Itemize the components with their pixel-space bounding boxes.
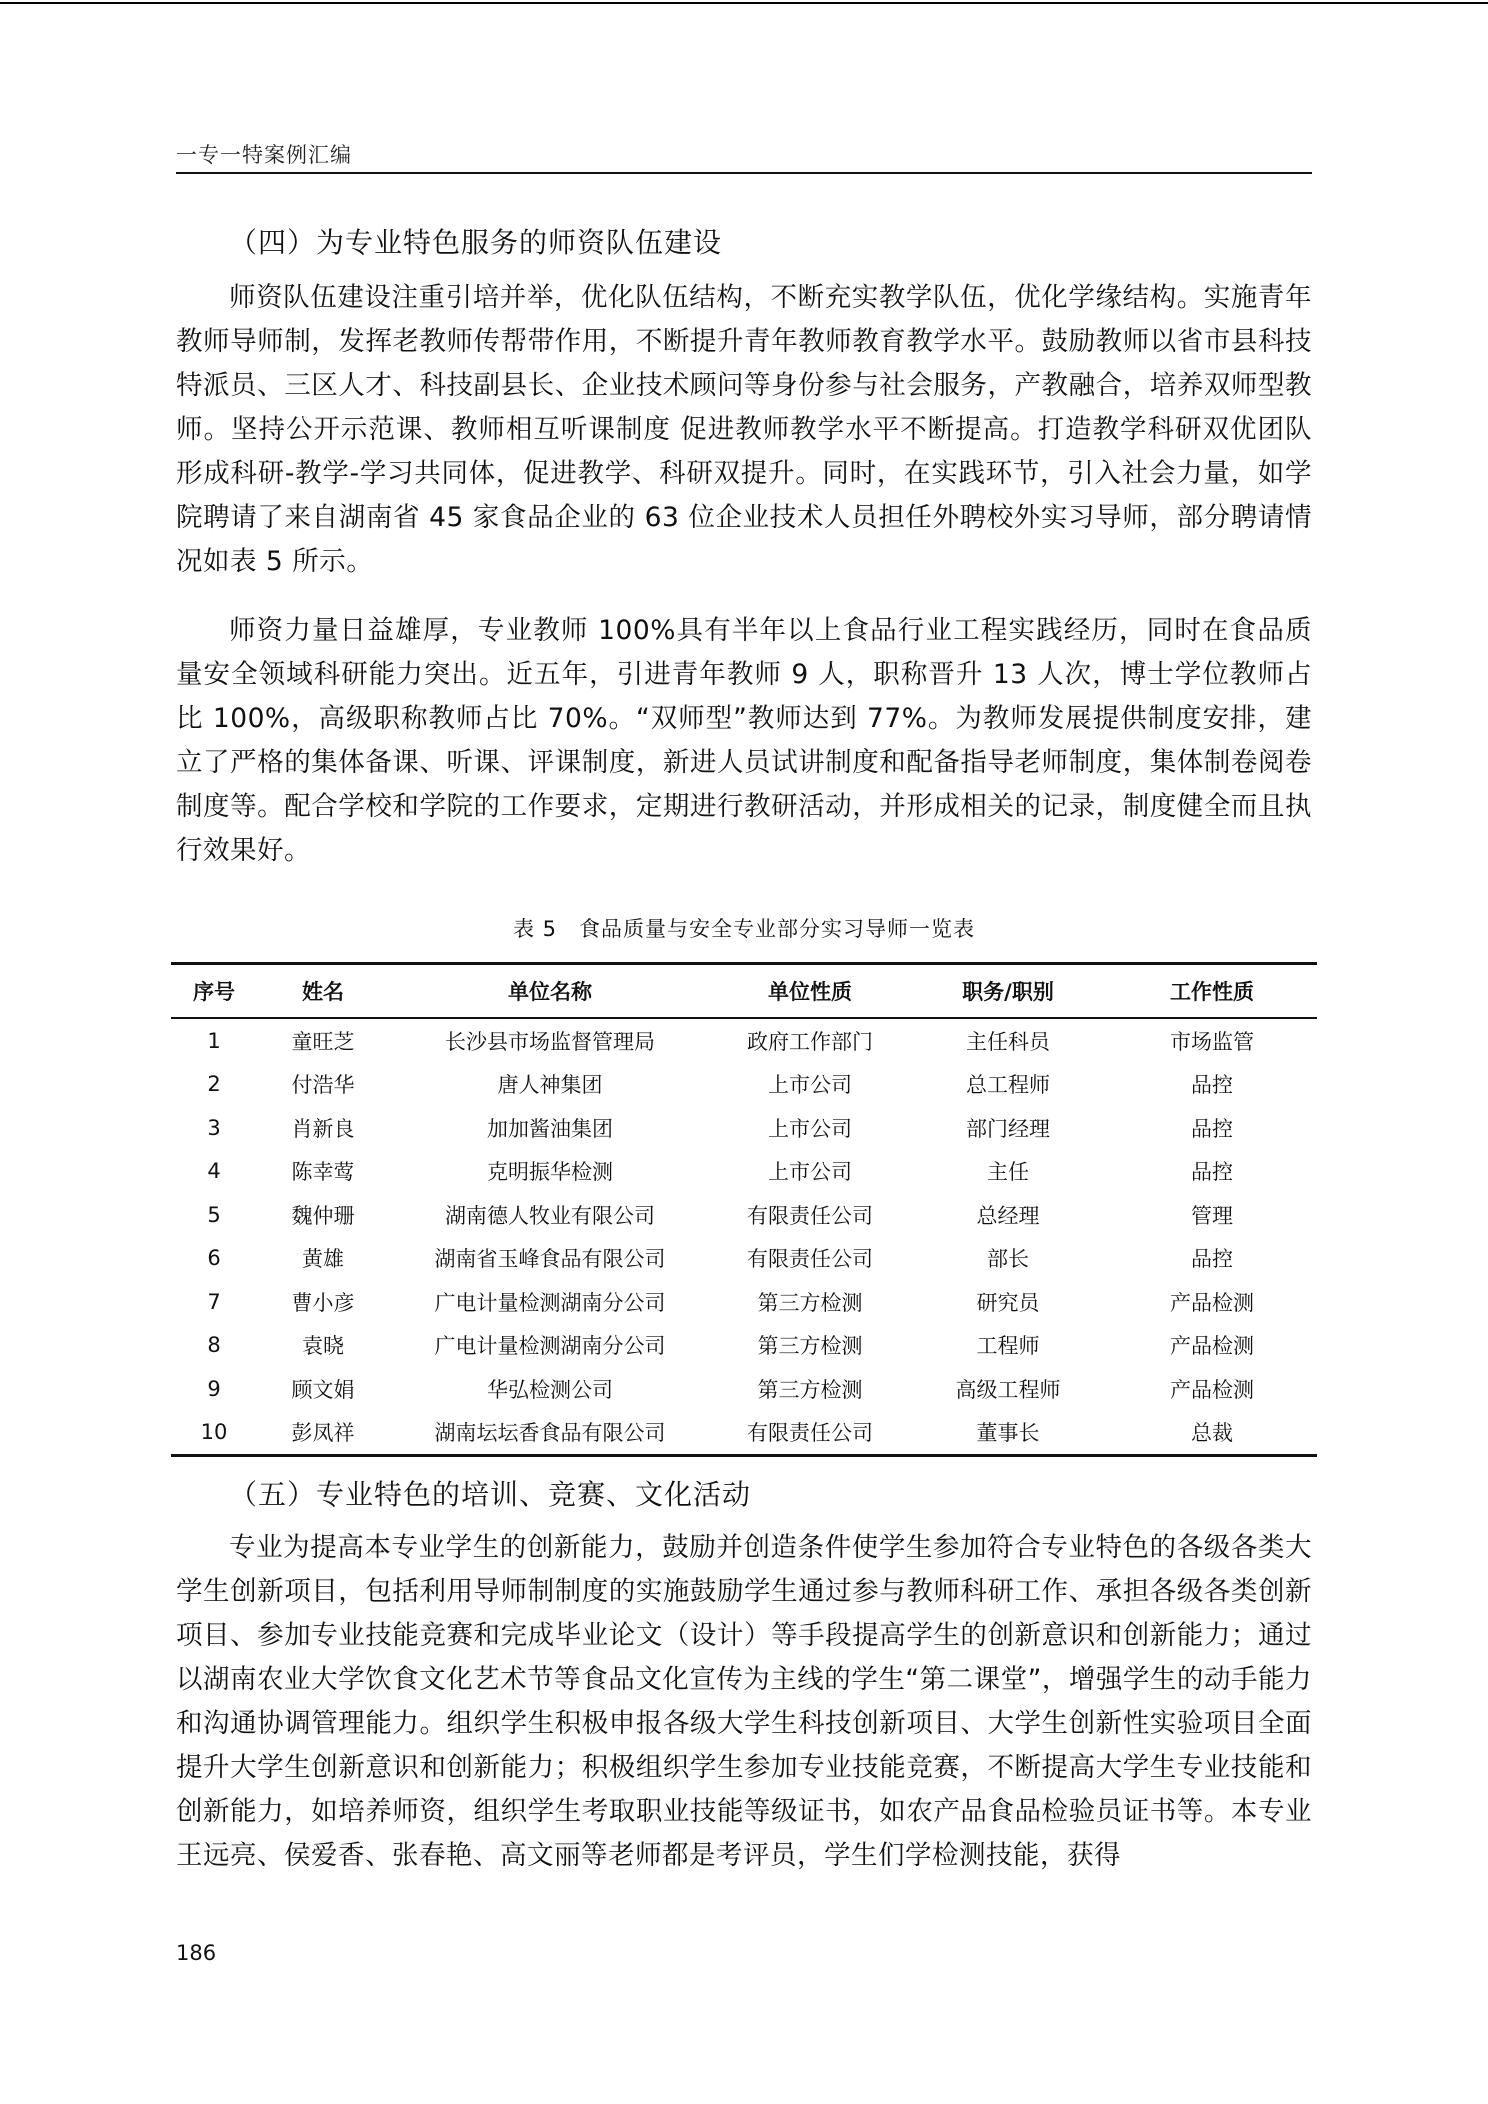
table-cell: 顾文娟 xyxy=(291,1377,355,1402)
table-cell: 7 xyxy=(207,1289,221,1314)
table-cell: 5 xyxy=(207,1202,221,1227)
table-row xyxy=(171,1367,1317,1411)
table-row xyxy=(171,1063,1317,1107)
page-top-border xyxy=(0,2,1488,4)
table-cell: 产品检测 xyxy=(1170,1377,1254,1402)
table-cell: 袁晓 xyxy=(302,1334,344,1359)
table-row xyxy=(171,1237,1317,1281)
table-cell: 曹小彦 xyxy=(291,1290,355,1315)
section-4-paragraph-1: 师资队伍建设注重引培并举，优化队伍结构，不断充实教学队伍，优化学缘结构。实施青年教师导师制，发挥老教师传帮带作用，不断提升青年教师教育教学水平。鼓励教师以省市县科技特派员、三区人才、科技副县长、企业技术顾问等身份参与社会服务，产教融合，培养双师型教师。坚持公开示范课、教师相互听课制度 促进教师教学水平不断提高。打造教学科研双优团队形成科研-教学-学习共同体，促进教学、科研双提升。同时，在实践环节，引入社会力量，如学院聘请了来自湖南省 45 家食品企业的 63 位企业技术人员担任外聘校外实习导师，部分聘请情况如表 5 所示。 xyxy=(176,282,1312,577)
mentor-table xyxy=(171,962,1317,1457)
table-row xyxy=(171,1018,1317,1063)
table-cell: 工程师 xyxy=(976,1334,1040,1359)
table-cell: 8 xyxy=(207,1333,221,1358)
table-row xyxy=(171,1411,1317,1456)
table-row xyxy=(171,1106,1317,1150)
table-row xyxy=(171,1280,1317,1324)
page-number: 186 xyxy=(176,1941,217,1965)
table-cell: 广电计量检测湖南分公司 xyxy=(434,1290,666,1315)
table-cell: 9 xyxy=(207,1376,221,1401)
table-row xyxy=(171,1193,1317,1237)
table-row xyxy=(171,1150,1317,1194)
table-cell: 部门经理 xyxy=(966,1116,1050,1141)
table-cell: 华弘检测公司 xyxy=(487,1377,613,1402)
table-cell: 湖南省玉峰食品有限公司 xyxy=(434,1247,666,1272)
table-cell: 第三方检测 xyxy=(757,1290,863,1315)
table-cell: 上市公司 xyxy=(768,1160,852,1185)
section-5-paragraph-1: 专业为提高本专业学生的创新能力，鼓励并创造条件使学生参加符合专业特色的各级各类大学生创新项目，包括利用导师制制度的实施鼓励学生通过参与教师科研工作、承担各级各类创新项目、参加专业技能竞赛和完成毕业论文（设计）等手段提高学生的创新意识和创新能力；通过以湖南农业大学饮食文化艺术节等食品文化宣传为主线的学生“第二课堂”，增强学生的动手能力和沟通协调管理能力。组织学生积极申报各级大学生科技创新项目、大学生创新性实验项目全面提升大学生创新意识和创新能力；积极组织学生参加专业技能竞赛，不断提高大学生专业技能和创新能力，如培养师资，组织学生考取职业技能等级证书，如农产品食品检验员证书等。本专业王远亮、侯爱香、张春艳、高文丽等老师都是考评员，学生们学检测技能，获得 xyxy=(176,1532,1312,1871)
table-cell: 有限责任公司 xyxy=(747,1203,873,1228)
table-cell: 4 xyxy=(207,1159,221,1184)
table-cell: 湖南坛坛香食品有限公司 xyxy=(434,1421,666,1446)
table-cell: 总经理 xyxy=(976,1203,1040,1228)
column-header: 序号 xyxy=(193,980,235,1004)
table-cell: 魏仲珊 xyxy=(291,1203,355,1228)
table-cell: 黄雄 xyxy=(302,1247,344,1272)
column-header: 职务/职别 xyxy=(962,980,1054,1004)
table-cell: 2 xyxy=(207,1072,221,1097)
table-cell: 研究员 xyxy=(976,1290,1040,1315)
column-header: 工作性质 xyxy=(1170,980,1254,1004)
section-4-paragraph-2: 师资力量日益雄厚，专业教师 100%具有半年以上食品行业工程实践经历，同时在食品质量安全领域科研能力突出。近五年，引进青年教师 9 人，职称晋升 13 人次，博士学位教师占比 100%，高级职称教师占比 70%。“双师型”教师达到 77%。为教师发展提供制度安排，建立了严格的集体备课、听课、评课制度，新进人员试讲制度和配备指导老师制度，集体制卷阅卷制度等。配合学校和学院的工作要求，定期进行教研活动，并形成相关的记录，制度健全而且执行效果好。 xyxy=(176,615,1312,866)
table-cell: 总裁 xyxy=(1191,1421,1233,1446)
table-cell: 彭凤祥 xyxy=(291,1421,355,1446)
table-cell: 童旺芝 xyxy=(291,1029,355,1054)
table-cell: 3 xyxy=(207,1115,221,1140)
table-cell: 高级工程师 xyxy=(955,1377,1061,1402)
table-cell: 长沙县市场监督管理局 xyxy=(445,1029,655,1054)
table-cell: 肖新良 xyxy=(291,1116,355,1141)
table-cell: 品控 xyxy=(1191,1247,1233,1272)
table-cell: 广电计量检测湖南分公司 xyxy=(434,1334,666,1359)
table-cell: 陈幸莺 xyxy=(291,1160,355,1185)
table-cell: 上市公司 xyxy=(768,1073,852,1098)
table-cell: 6 xyxy=(207,1246,221,1271)
table-cell: 湖南德人牧业有限公司 xyxy=(445,1203,655,1228)
table-cell: 唐人神集团 xyxy=(497,1073,603,1098)
table-cell: 第三方检测 xyxy=(757,1334,863,1359)
table-caption: 表 5 食品质量与安全专业部分实习导师一览表 xyxy=(512,917,976,941)
table-cell: 10 xyxy=(200,1420,228,1445)
column-header: 单位名称 xyxy=(508,980,592,1004)
table-header-row xyxy=(171,964,1317,1019)
table-cell: 上市公司 xyxy=(768,1116,852,1141)
table-cell: 市场监管 xyxy=(1170,1029,1254,1054)
table-cell: 加加酱油集团 xyxy=(487,1116,613,1141)
table-cell: 品控 xyxy=(1191,1073,1233,1098)
table-cell: 第三方检测 xyxy=(757,1377,863,1402)
table-cell: 品控 xyxy=(1191,1116,1233,1141)
table-cell: 1 xyxy=(207,1028,221,1053)
section-5-heading: （五）专业特色的培训、竞赛、文化活动 xyxy=(229,1478,752,1511)
table-cell: 有限责任公司 xyxy=(747,1247,873,1272)
column-header: 姓名 xyxy=(302,980,344,1004)
column-header: 单位性质 xyxy=(768,980,852,1004)
table-cell: 董事长 xyxy=(976,1421,1040,1446)
table-cell: 管理 xyxy=(1191,1203,1233,1228)
table-row xyxy=(171,1324,1317,1368)
table-cell: 主任科员 xyxy=(966,1029,1050,1054)
table-cell: 有限责任公司 xyxy=(747,1421,873,1446)
table-cell: 政府工作部门 xyxy=(747,1029,873,1054)
table-cell: 克明振华检测 xyxy=(487,1160,613,1185)
table-cell: 付浩华 xyxy=(291,1073,355,1098)
table-cell: 主任 xyxy=(987,1160,1029,1185)
running-header: 一专一特案例汇编 xyxy=(176,143,352,167)
table-cell: 产品检测 xyxy=(1170,1334,1254,1359)
table-cell: 部长 xyxy=(987,1247,1029,1272)
table-cell: 总工程师 xyxy=(966,1073,1050,1098)
section-4-heading: （四）为专业特色服务的师资队伍建设 xyxy=(229,226,723,259)
header-rule xyxy=(176,172,1312,174)
table-cell: 产品检测 xyxy=(1170,1290,1254,1315)
table-cell: 品控 xyxy=(1191,1160,1233,1185)
